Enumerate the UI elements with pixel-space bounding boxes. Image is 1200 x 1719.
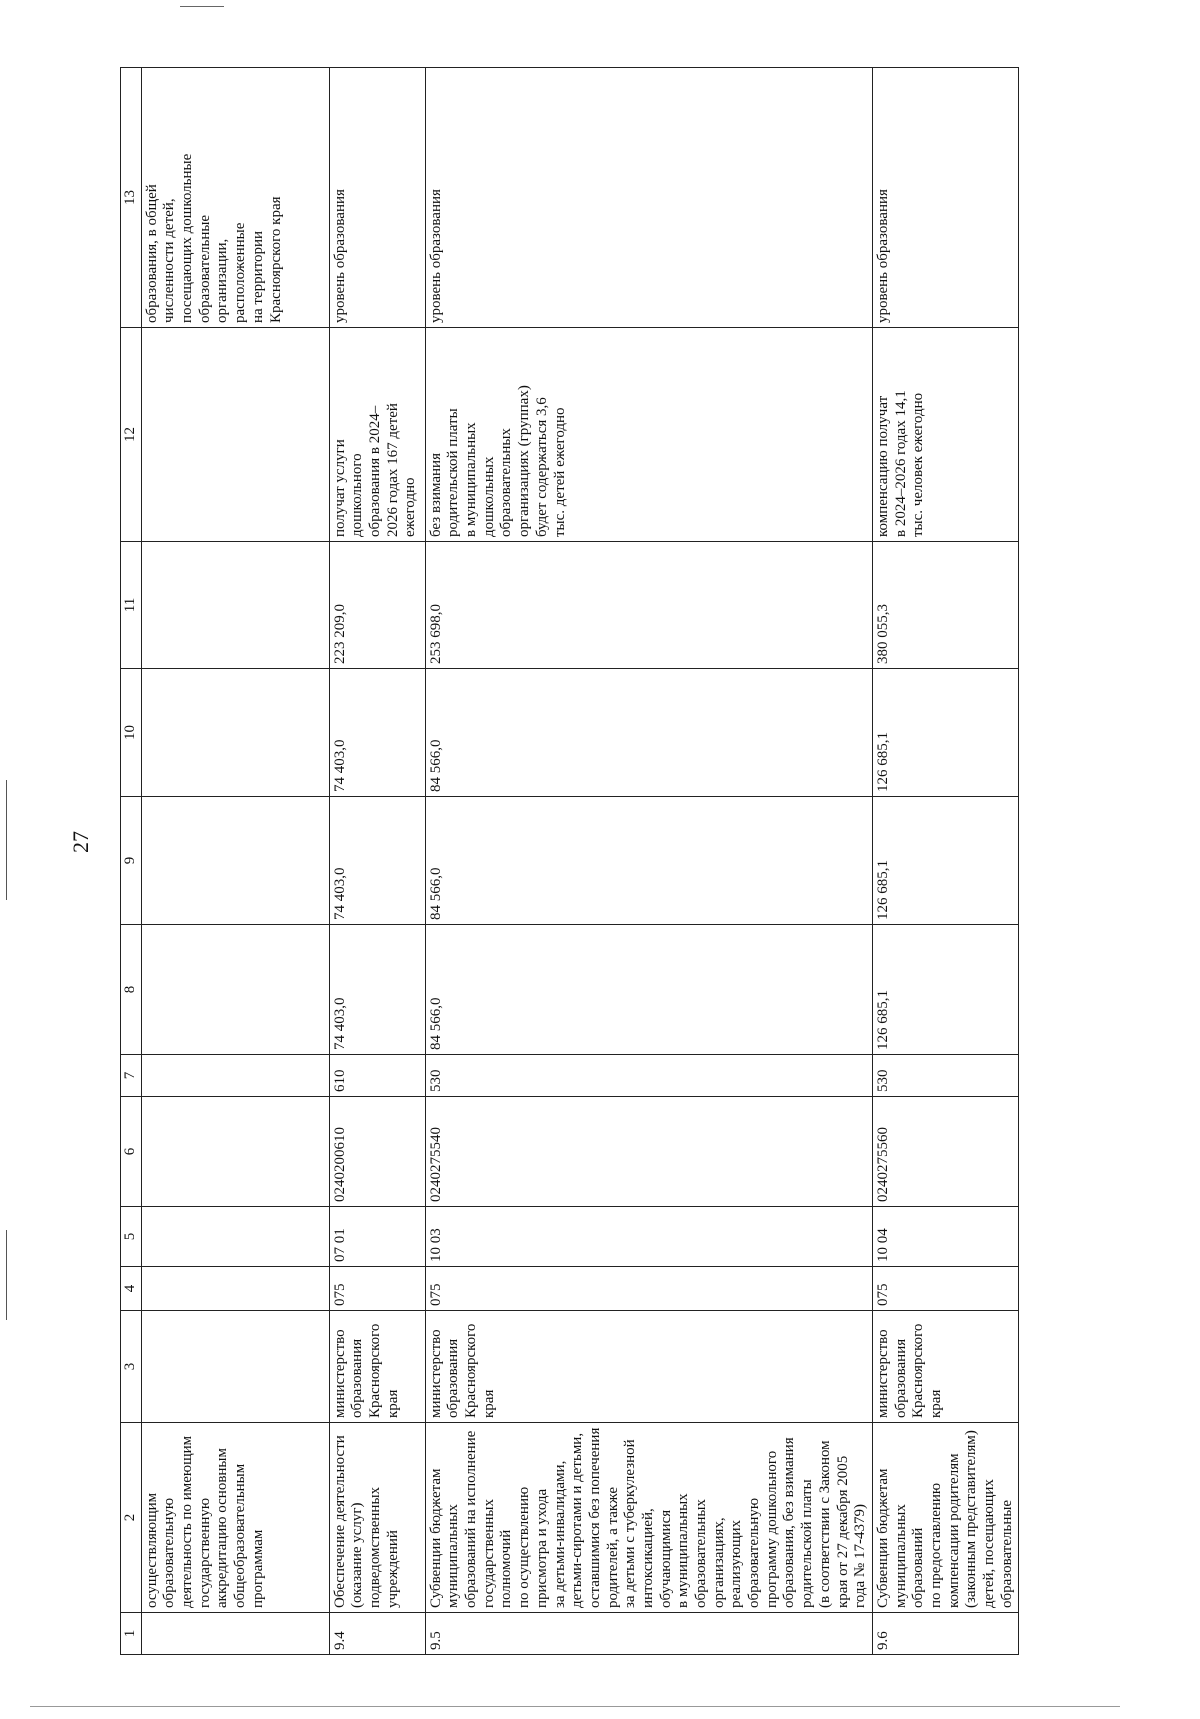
- cell-target-article: 0240200610: [329, 1097, 425, 1207]
- cell-number: [141, 1613, 329, 1655]
- cell-amount-year2: 74 403,0: [329, 797, 425, 925]
- table-row-9-4: [329, 68, 425, 1655]
- cell-amount-year1: 126 685,1: [872, 925, 1019, 1055]
- header-cell: 8: [121, 925, 142, 1055]
- scan-mark-left-lower: [6, 1230, 7, 1320]
- cell-grbs: министерство образования Красноярского края: [425, 1311, 872, 1423]
- cell-expected-result: без взимания родительской платы в муниципальных дошкольных образовательных организациях (группах) будет содержаться 3,6 тыс. детей ежегодно: [425, 328, 872, 542]
- cell-amount-year2: 84 566,0: [425, 797, 872, 925]
- header-cell: 4: [121, 1267, 142, 1311]
- cell-code: 075: [329, 1267, 425, 1311]
- cell-measure-name: Субвенции бюджетам муниципальных образований на исполнение государственных полномочий по осуществлению присмотра и ухода за детьми-инвалидами, детьми-сиротами и детьми, оставшимися без попечения родителей, а также за детьми с туберкулезной интоксикацией, обучающимися в муниципальных образовательных организациях, реализующих образовательную программу дошкольного образования, без взимания родительской платы (в соответствии с Законом края от 27 декабря 2005 года № 17-4379): [425, 1423, 872, 1613]
- cell-indicator: уровень образования: [329, 68, 425, 328]
- cell-amount-total: [141, 542, 329, 669]
- cell-target-article: 0240275560: [872, 1097, 1019, 1207]
- header-cell: 13: [121, 68, 142, 328]
- cell-indicator: уровень образования: [872, 68, 1019, 328]
- cell-section: 07 01: [329, 1207, 425, 1267]
- budget-table: [120, 67, 1019, 1655]
- cell-expense-type: 610: [329, 1055, 425, 1097]
- header-cell: 7: [121, 1055, 142, 1097]
- scan-mark-bottom: [30, 1706, 1120, 1707]
- cell-expense-type: 530: [425, 1055, 872, 1097]
- cell-amount-year3: [141, 669, 329, 797]
- cell-code: [141, 1267, 329, 1311]
- cell-amount-year3: 84 566,0: [425, 669, 872, 797]
- header-cell: 9: [121, 797, 142, 925]
- cell-amount-year1: 74 403,0: [329, 925, 425, 1055]
- cell-section: [141, 1207, 329, 1267]
- cell-grbs: [141, 1311, 329, 1423]
- cell-amount-year3: 74 403,0: [329, 669, 425, 797]
- cell-section: 10 03: [425, 1207, 872, 1267]
- cell-section: 10 04: [872, 1207, 1019, 1267]
- cell-target-article: 0240275540: [425, 1097, 872, 1207]
- cell-amount-year2: [141, 797, 329, 925]
- cell-grbs: министерство образования Красноярского края: [872, 1311, 1019, 1423]
- cell-measure-name: Обеспечение деятельности (оказание услуг) подведомственных учреждений: [329, 1423, 425, 1613]
- rotated-table-frame: [120, 68, 1015, 1655]
- cell-indicator: уровень образования: [425, 68, 872, 328]
- page-number: 27: [68, 831, 93, 853]
- header-cell: 3: [121, 1311, 142, 1423]
- cell-expense-type: 530: [872, 1055, 1019, 1097]
- cell-expected-result: компенсацию получат в 2024–2026 годах 14,1 тыс. человек ежегодно: [872, 328, 1019, 542]
- cell-number: 9.4: [329, 1613, 425, 1655]
- cell-expected-result: [141, 328, 329, 542]
- header-cell: 12: [121, 328, 142, 542]
- cell-indicator: образования, в общей численности детей, посещающих дошкольные образовательные организации, расположенные на территории Красноярского края: [141, 68, 329, 328]
- header-cell: 11: [121, 542, 142, 669]
- cell-amount-total: 223 209,0: [329, 542, 425, 669]
- table-row-continued: [141, 68, 329, 1655]
- cell-number: 9.6: [872, 1613, 1019, 1655]
- header-cell: 10: [121, 669, 142, 797]
- cell-measure-name: Субвенции бюджетам муниципальных образований по предоставлению компенсации родителям (законным представителям) детей, посещающих образовательные: [872, 1423, 1019, 1613]
- table-row-9-6: [872, 68, 1019, 1655]
- cell-grbs: министерство образования Красноярского края: [329, 1311, 425, 1423]
- cell-expense-type: [141, 1055, 329, 1097]
- scan-mark-left: [6, 780, 7, 900]
- header-cell: 5: [121, 1207, 142, 1267]
- header-cell: 6: [121, 1097, 142, 1207]
- cell-amount-year3: 126 685,1: [872, 669, 1019, 797]
- table-row-9-5: [425, 68, 872, 1655]
- cell-amount-year1: [141, 925, 329, 1055]
- header-row: [121, 68, 142, 1655]
- header-cell: 1: [121, 1613, 142, 1655]
- cell-amount-total: 253 698,0: [425, 542, 872, 669]
- cell-target-article: [141, 1097, 329, 1207]
- table-container: [120, 68, 1015, 1655]
- cell-code: 075: [425, 1267, 872, 1311]
- cell-expected-result: получат услуги дошкольного образования в 2024– 2026 годах 167 детей ежегодно: [329, 328, 425, 542]
- cell-measure-name: осуществляющим образовательную деятельность по имеющим государственную аккредитацию основным общеобразовательным программам: [141, 1423, 329, 1613]
- cell-number: 9.5: [425, 1613, 872, 1655]
- cell-amount-year1: 84 566,0: [425, 925, 872, 1055]
- scan-mark-top: [180, 6, 224, 7]
- cell-amount-year2: 126 685,1: [872, 797, 1019, 925]
- cell-amount-total: 380 055,3: [872, 542, 1019, 669]
- header-cell: 2: [121, 1423, 142, 1613]
- cell-code: 075: [872, 1267, 1019, 1311]
